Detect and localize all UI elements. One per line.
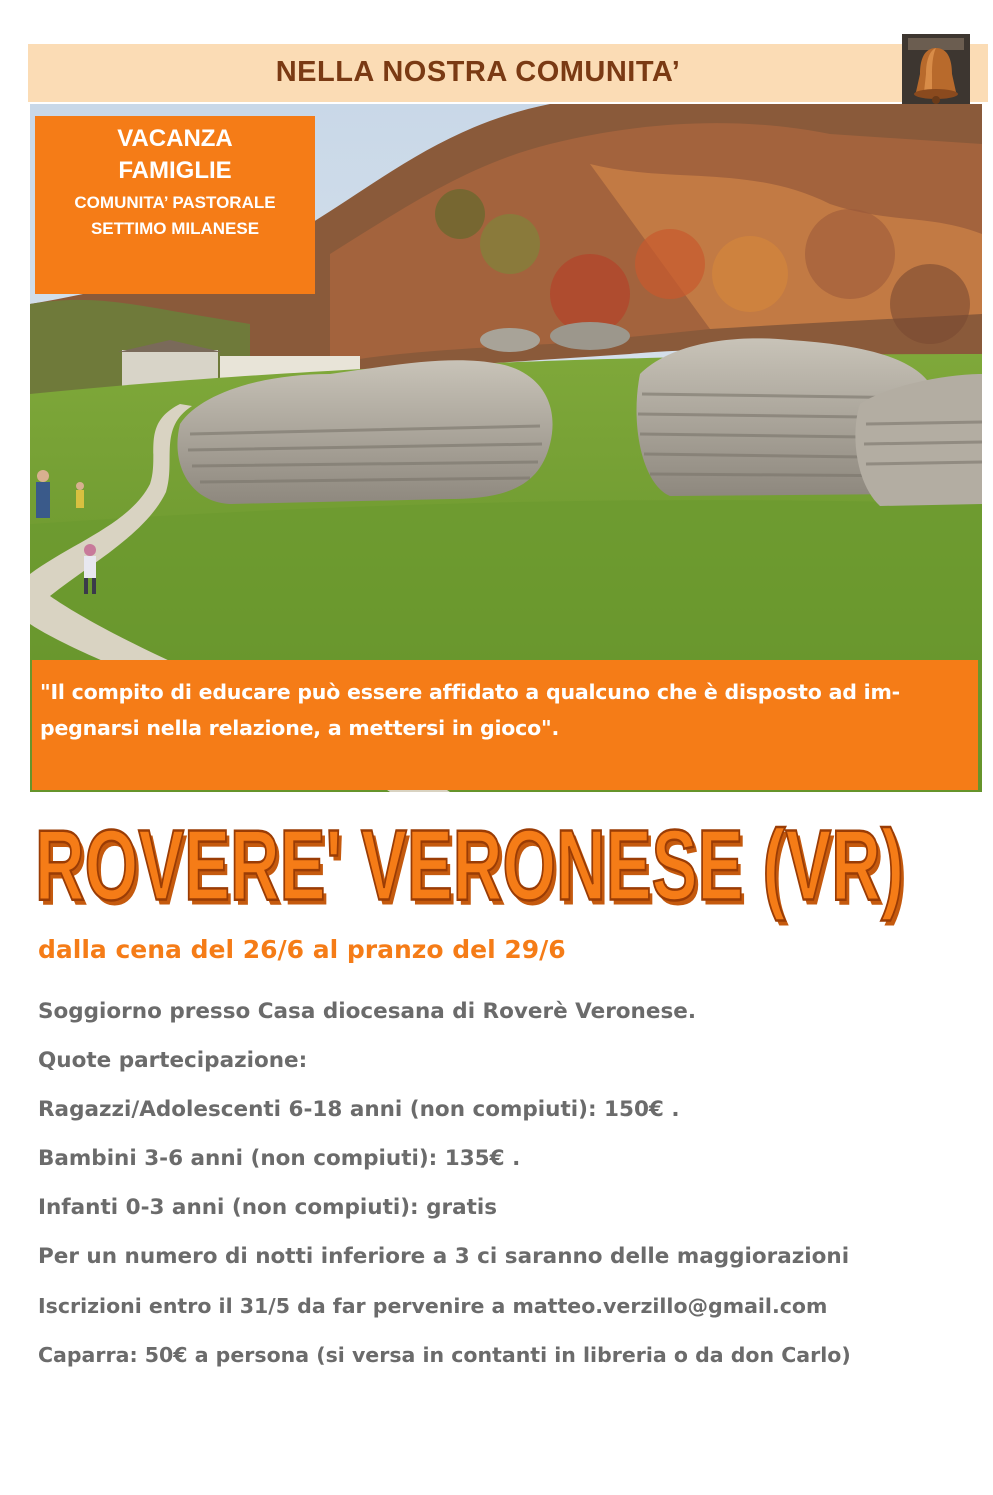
title-line-town: SETTIMO MILANESE	[90, 219, 260, 238]
info-price-children: Bambini 3-6 anni (non compiuti): 135€ .	[38, 1146, 521, 1171]
header-band	[28, 44, 988, 102]
quote-box	[32, 660, 978, 790]
info-deposit: Caparra: 50€ a persona (si versa in contanti in libreria o da don Carlo)	[38, 1343, 851, 1367]
title-line-community: COMUNITA’ PASTORALE	[74, 193, 276, 212]
info-price-infants: Infanti 0-3 anni (non compiuti): gratis	[38, 1195, 498, 1220]
header-title: NELLA NOSTRA COMUNITA’	[275, 56, 681, 88]
info-price-teens: Ragazzi/Adolescenti 6-18 anni (non compiuti): 150€ .	[38, 1097, 680, 1122]
event-title-box	[35, 116, 315, 294]
info-stay: Soggiorno presso Casa diocesana di Roverè Veronese.	[38, 999, 696, 1024]
info-list	[38, 996, 978, 1388]
quote-line-1: "Il compito di educare può essere affidato a qualcuno che è disposto ad im-	[40, 680, 900, 704]
title-line-vacanza: VACANZA	[117, 125, 233, 152]
place-title: ROVERE' VERONESE (VR)	[35, 809, 904, 921]
quote-line-2: pegnarsi nella relazione, a mettersi in gioco".	[40, 716, 560, 740]
title-line-famiglie: FAMIGLIE	[118, 157, 232, 184]
bell-icon	[902, 34, 970, 108]
info-quotes-label: Quote partecipazione:	[38, 1048, 308, 1073]
event-dates: dalla cena del 26/6 al pranzo del 29/6	[38, 935, 566, 964]
info-registration: Iscrizioni entro il 31/5 da far pervenire a matteo.verzillo@gmail.com	[38, 1294, 828, 1318]
info-nights-note: Per un numero di notti inferiore a 3 ci saranno delle maggiorazioni	[38, 1244, 850, 1269]
quote-text	[40, 674, 970, 746]
